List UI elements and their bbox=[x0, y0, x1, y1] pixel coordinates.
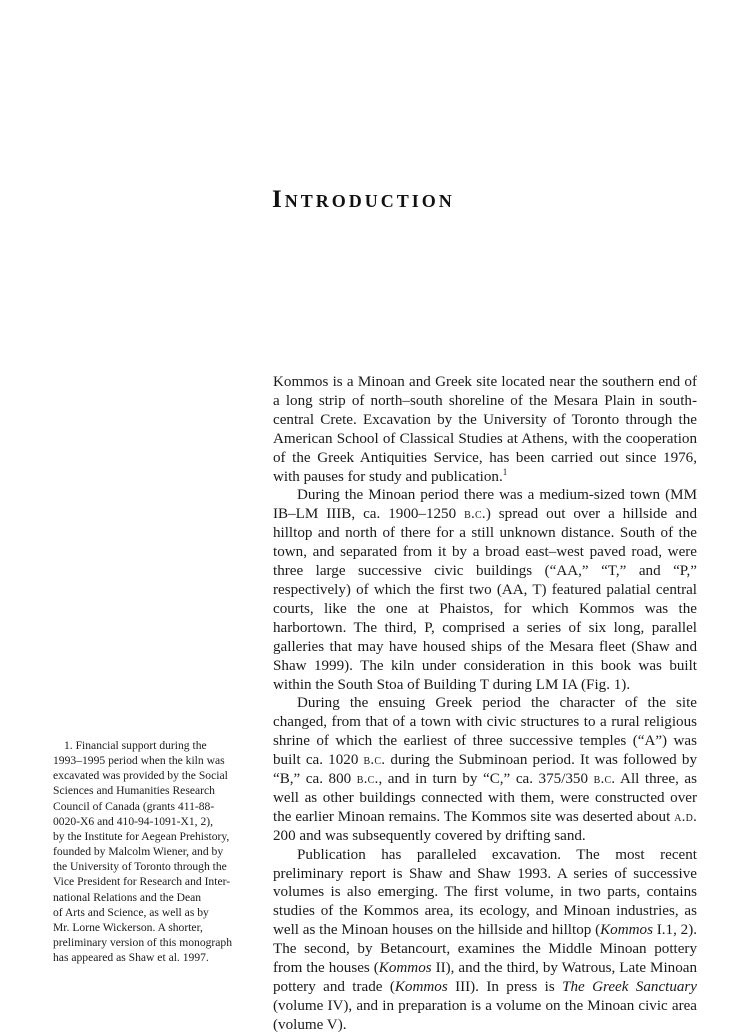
footnote-line: Sciences and Humanities Research bbox=[53, 784, 215, 798]
footnote-line: Council of Canada (grants 411-88- bbox=[53, 799, 215, 813]
footnote-line: has appeared as Shaw et al. 1997. bbox=[53, 951, 209, 965]
era-abbreviation: b.c. bbox=[464, 506, 486, 523]
italic-title: Kommos bbox=[378, 960, 432, 977]
paragraph-4-text-e: (volume IV), and in preparation is a volume on the Minoan civic area (volume V). bbox=[273, 997, 697, 1033]
footnote-line: Vice President for Research and Inter- bbox=[53, 875, 231, 889]
footnote-line: by the Institute for Aegean Prehistory, bbox=[53, 829, 230, 843]
paragraph-3 bbox=[273, 694, 697, 845]
footnote-line: Mr. Lorne Wickerson. A shorter, bbox=[53, 920, 203, 934]
footnote-line: 1993–1995 period when the kiln was bbox=[53, 754, 225, 768]
footnote-reference: 1 bbox=[502, 466, 508, 477]
footnote-line: the University of Toronto through the bbox=[53, 860, 227, 874]
paragraph-4-text-b: I.1, 2). The second, by Betancourt, examines the Middle Minoan pottery from the houses ( bbox=[273, 922, 697, 977]
footnote-line: of Arts and Science, as well as by bbox=[53, 905, 209, 919]
paragraph-1 bbox=[273, 373, 697, 486]
footnote-line: 1. Financial support during the bbox=[64, 739, 207, 752]
footnote-line: national Relations and the Dean bbox=[53, 890, 202, 904]
footnote-line: preliminary version of this monograph bbox=[53, 936, 233, 950]
footnote-line: founded by Malcolm Wiener, and by bbox=[53, 845, 224, 859]
footnote-line: 0020-X6 and 410-94-1091-X1, 2), bbox=[53, 814, 214, 828]
main-text bbox=[273, 373, 697, 1035]
paragraph-4 bbox=[273, 846, 697, 1035]
paragraph-3-text-c: , and in turn by “C,” ca. 375/350 bbox=[378, 771, 594, 788]
paragraph-4-text-a: Publication has paralleled excavation. The most recent preliminary report is Shaw and Shaw 1993. A series of successive volumes is also emerging. The first volume, in two parts, contains studies of the Kommos area, its ecology, and Minoan industries, as well as the Minoan houses on the hillside and hilltop ( bbox=[273, 846, 697, 939]
paragraph-3-text-d: All three, as well as other buildings connected with them, were constructed over the earlier Minoan remains. The Kommos site was deserted about bbox=[273, 771, 697, 825]
footnote-1 bbox=[53, 738, 239, 965]
paragraph-4-text-d: III). In press is bbox=[447, 979, 563, 995]
italic-title: Kommos bbox=[600, 922, 653, 939]
paragraph-2-text-a: During the Minoan period there was a medium-sized town (MM IB–LM IIIB, ca. 1900–1250 bbox=[273, 487, 697, 523]
era-abbreviation: b.c. bbox=[356, 771, 379, 788]
paragraph-3-text-a: During the ensuing Greek period the character of the site changed, from that of a town with civic structures to a rural religious shrine of which the earliest of three successive temples (“A”) was built ca. 1020 bbox=[273, 695, 697, 769]
era-abbreviation: a.d. bbox=[674, 808, 697, 825]
paragraph-3-text-b: during the Subminoan period. It was followed by “B,” ca. 800 bbox=[273, 752, 697, 788]
paragraph-3-text-e: 200 and was subsequently covered by drifting sand. bbox=[273, 827, 586, 844]
paragraph-4-text-c: II), and the third, by Watrous, Late Minoan pottery and trade ( bbox=[273, 960, 698, 995]
chapter-title: Introduction bbox=[272, 186, 455, 213]
era-abbreviation: b.c. bbox=[363, 752, 386, 769]
era-abbreviation: b.c. bbox=[593, 771, 616, 788]
italic-title: The Greek Sanctuary bbox=[562, 979, 698, 995]
footnote-line: excavated was provided by the Social bbox=[53, 769, 228, 783]
paragraph-2-text-b: ) spread out over a hillside and hilltop and north of there for a still unknown distance. South of the town, and separated from it by a broad east–west paved road, were three large successive civic buildings (“AA,” “T,” and “P,” respectively) of which the first two (AA, T) featured palatial central courts, like the one at Phaistos, for which Kommos was the harbortown. The third, P, comprised a series of six long, parallel galleries that may have housed ships of the Mesara fleet (Shaw and Shaw 1999). The kiln under consideration in this book was built within the South Stoa of Building T during LM IA (Fig. 1). bbox=[273, 506, 697, 693]
italic-title: Kommos bbox=[394, 979, 448, 995]
paragraph-2 bbox=[273, 486, 697, 694]
paragraph-1-text: Kommos is a Minoan and Greek site located near the southern end of a long strip of north–south shoreline of the Mesara Plain in south-central Crete. Excavation by the University of Toronto through the American School of Classical Studies at Athens, with the cooperation of the Greek Antiquities Service, has been carried out since 1976, with pauses for study and publication. bbox=[273, 374, 697, 485]
